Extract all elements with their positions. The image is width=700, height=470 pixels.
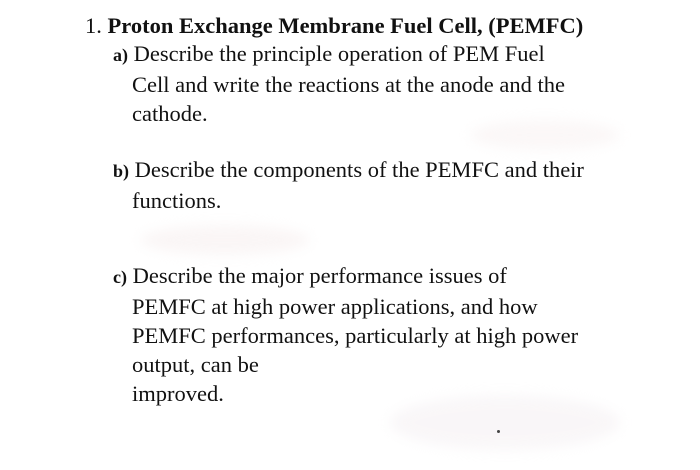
part-c-line-4: output, can be: [132, 352, 259, 377]
part-a: [113, 39, 565, 128]
part-a-line-3: cathode.: [132, 101, 208, 126]
part-c-line-5: improved.: [132, 381, 224, 406]
part-c: [113, 261, 578, 408]
part-a-line-1: Describe the principle operation of PEM Fuel: [133, 41, 545, 66]
part-a-line-2: Cell and write the reactions at the anode and the: [132, 72, 565, 97]
part-b-line-1: Describe the components of the PEMFC and their: [134, 157, 584, 182]
question-number: 1.: [85, 13, 102, 38]
background-smudge: [140, 225, 310, 255]
part-c-letter: c): [113, 267, 127, 287]
question-title: Proton Exchange Membrane Fuel Cell, (PEMFC): [107, 13, 584, 38]
part-c-line-2: PEMFC at high power applications, and how: [132, 294, 538, 319]
part-b-line-2: functions.: [132, 188, 222, 213]
part-c-line-1: Describe the major performance issues of: [132, 263, 507, 288]
stray-mark: [497, 430, 500, 433]
part-b-letter: b): [113, 161, 130, 181]
part-a-letter: a): [113, 45, 128, 65]
part-c-line-3: PEMFC performances, particularly at high power: [132, 323, 579, 348]
part-b: [113, 155, 584, 215]
question-heading: [85, 12, 583, 40]
